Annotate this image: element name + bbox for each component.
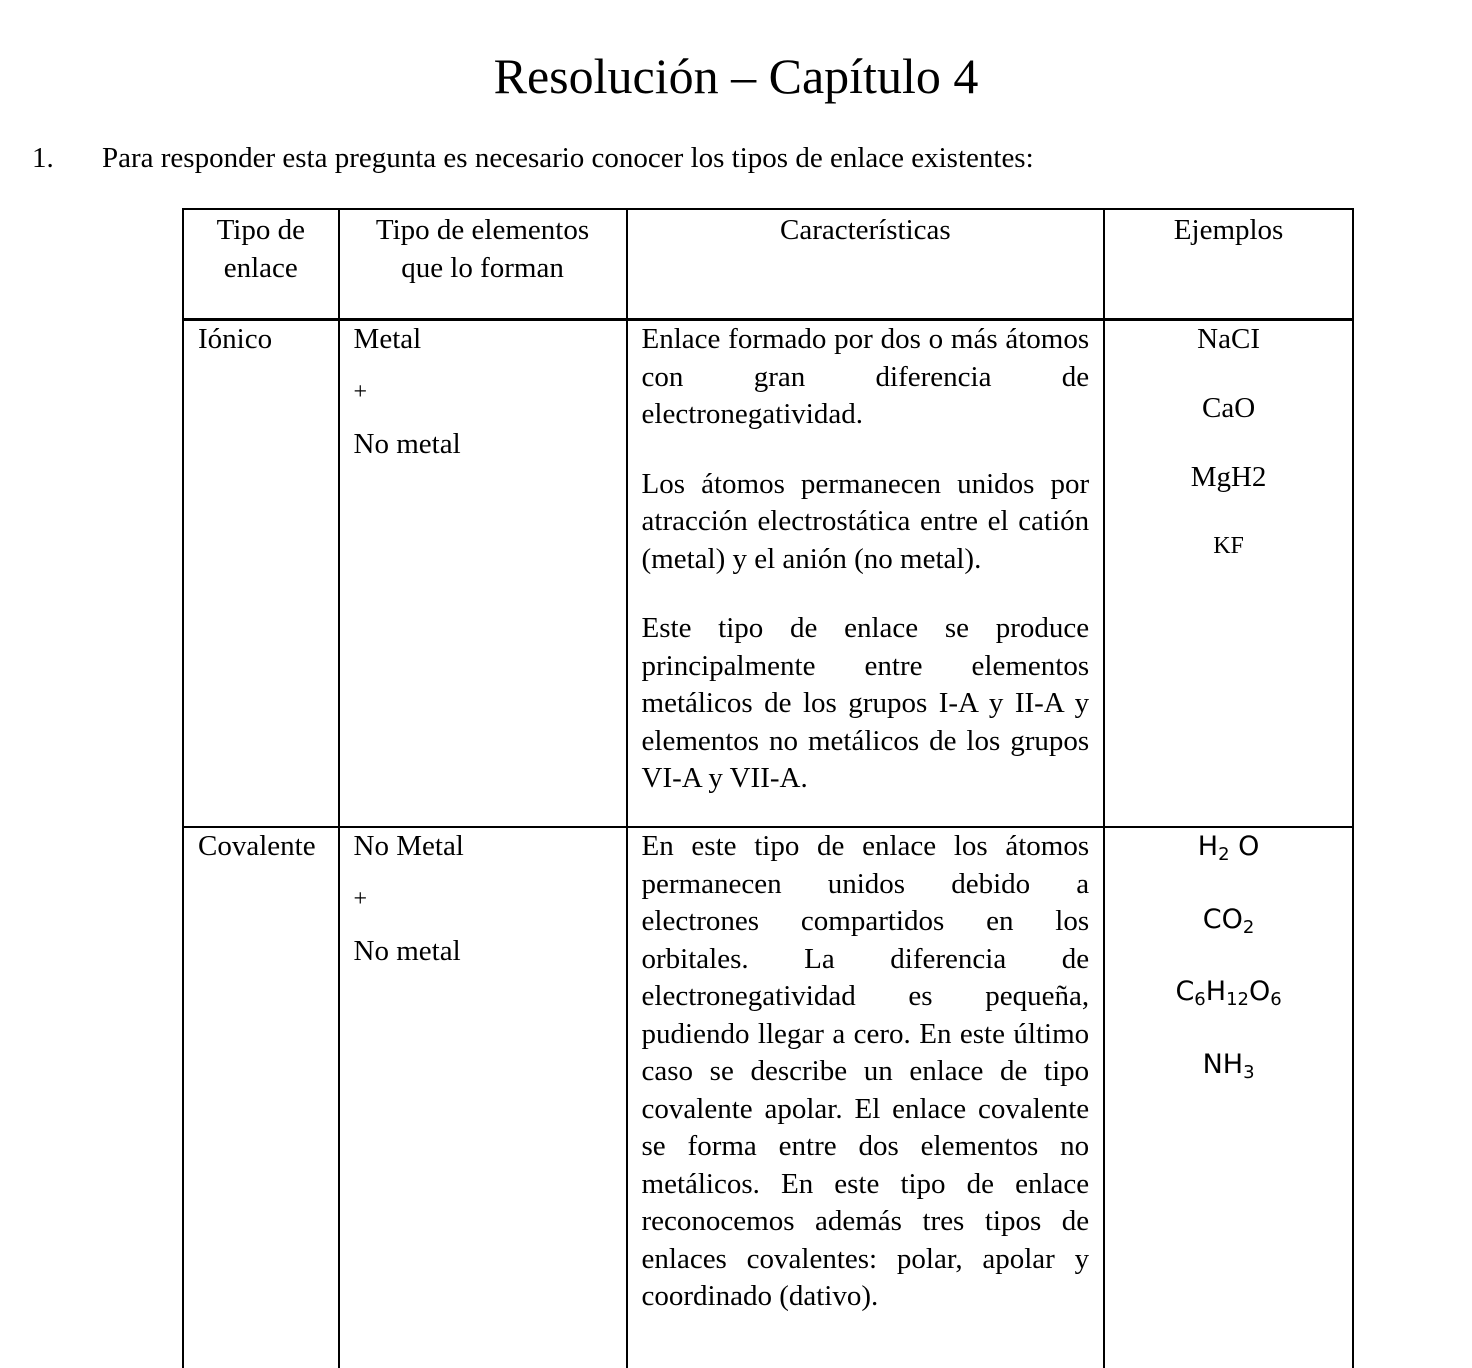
characteristics-cell: [627, 827, 1105, 1368]
example-formula: $C_6H_{12}O_6$: [1175, 976, 1282, 1010]
characteristics-paragraph: Los átomos permanecen unidos por atracción electrostática entre el catión (metal) y el anión (no metal).: [641, 467, 1090, 575]
bond-type-cell: Iónico: [183, 320, 339, 828]
element-b: No metal: [353, 428, 461, 460]
table-row-covalent: [183, 827, 1353, 1368]
bond-type-cell: Covalente: [183, 827, 339, 1368]
formula-subscript: 2: [1218, 844, 1230, 865]
formula-subscript: 3: [1243, 1061, 1255, 1083]
page-title: Resolución – Capítulo 4: [493, 48, 979, 104]
formula-subscript: 6: [1270, 989, 1282, 1010]
element-b: No metal: [353, 935, 461, 967]
formula-subscript: 12: [1226, 989, 1249, 1010]
examples-cell: [1104, 827, 1353, 1368]
example-formula: CaO: [1201, 392, 1256, 424]
element-a: Metal: [353, 323, 422, 355]
header-examples: Ejemplos: [1104, 209, 1353, 320]
characteristics-cell: [627, 320, 1105, 828]
examples-cell: [1104, 320, 1353, 828]
header-element-types: Tipo de elementos que lo forman: [339, 209, 627, 320]
example-formula: $CO_2$: [1202, 903, 1255, 938]
example-formula: $NH_3$: [1202, 1048, 1255, 1083]
plus-sign: +: [353, 378, 368, 405]
header-characteristics: Características: [627, 209, 1105, 320]
example-formula: NaCI: [1197, 323, 1260, 355]
element-a: No Metal: [353, 830, 464, 862]
bond-types-table: [182, 208, 1354, 1368]
table-row-ionic: [183, 320, 1353, 828]
formula-subscript: 2: [1242, 916, 1255, 938]
question-text: Para responder esta pregunta es necesario conocer los tipos de enlace existentes:: [102, 142, 1034, 174]
header-bond-type: Tipo de enlace: [183, 209, 339, 320]
characteristics-paragraph: Enlace formado por dos o más átomos con gran diferencia de electronegatividad.: [641, 323, 1090, 430]
plus-sign: +: [353, 885, 368, 912]
formula-subscript: 6: [1194, 989, 1206, 1010]
example-formula: KF: [1213, 533, 1244, 559]
element-types-cell: [339, 827, 627, 1368]
characteristics-paragraph: En este tipo de enlace los átomos permanecen unidos debido a electrones compartidos en los orbitales. La diferencia de electronegatividad es pequeña, pudiendo llegar a cero. En este último caso se describe un enlace de tipo covalente apolar. El enlace covalente se forma entre dos elementos no metálicos. En este tipo de enlace reconocemos además tres tipos de enlaces covalentes: polar, apolar y coordinado (dativo).: [641, 830, 1090, 1312]
question-number: 1.: [32, 142, 54, 174]
element-types-cell: [339, 320, 627, 828]
example-formula: MgH2: [1190, 461, 1267, 493]
table-header-row: [183, 209, 1353, 320]
question-1: [32, 138, 1034, 178]
characteristics-paragraph: Este tipo de enlace se produce principalmente entre elementos metálicos de los grupos I-A y II-A y elementos no metálicos de los grupos VI-A y VII-A.: [641, 612, 1090, 794]
example-formula: $H_2$ O: [1197, 831, 1260, 865]
